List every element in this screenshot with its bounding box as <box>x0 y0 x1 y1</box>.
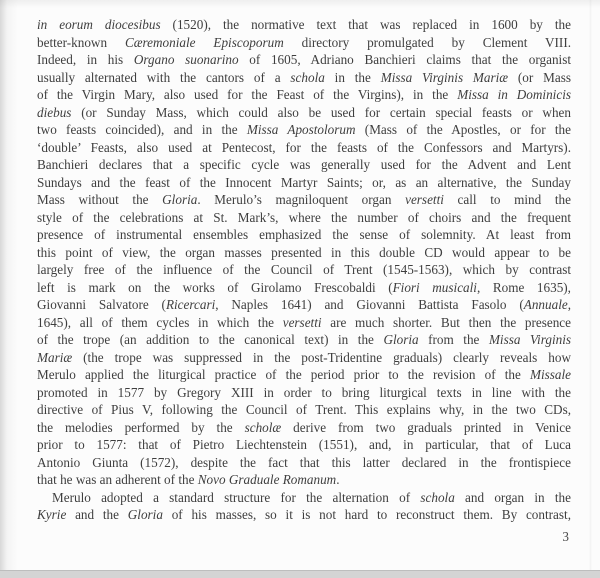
text-line: Antonio Giunta (1572), despite the fact that this latter declared in the frontispiece <box>37 454 571 470</box>
text-line: Indeed, in his Organo suonarino of 1605, Adriano Banchieri claims that the organist <box>37 52 571 67</box>
text-line: Sundays and the feast of the Innocent Martyr Saints; or, as an alternative, the Sunday <box>37 174 571 190</box>
text-line: prior to 1577: that of Pietro Liechtenstein (1551), and, in particular, that of Luca <box>37 437 571 452</box>
text-line: presence of instrumental ensembles emphasized the sense of solemnity. At least from <box>37 227 571 242</box>
text-line: this point of view, the organ masses presented in this double CD would appear to be <box>37 244 571 260</box>
text-line: directive of Pius V, following the Council of Trent. This explains why, in the two CDs, <box>37 402 571 417</box>
text-line: diebus (or Sunday Mass, which could also be used for certain special feasts or when <box>37 104 571 120</box>
text-line: Mariæ (the trope was suppressed in the post-Tridentine graduals) clearly reveals how <box>37 349 571 365</box>
text-line: of the Virgin Mary, also used for the Feast of the Virgins), in the Missa in Dominicis <box>37 87 571 102</box>
text-line: two feasts coincided), and in the Missa Apostolorum (Mass of the Apostles, or for the <box>37 122 571 137</box>
text-line: Banchieri declares that a specific cycle was generally used for the Advent and Lent <box>37 157 571 172</box>
text-line: Kyrie and the Gloria of his masses, so it is not hard to reconstruct them. By contrast, <box>37 507 571 522</box>
page-top-edge-shadow <box>0 0 600 8</box>
page-number: 3 <box>562 529 569 544</box>
text-line: of the trope (an addition to the canonical text) in the Gloria from the Missa Virginis <box>37 332 571 347</box>
text-line: Merulo applied the liturgical practice of the period prior to the revision of the Missale <box>37 367 571 382</box>
text-line: Merulo adopted a standard structure for the alternation of schola and organ in the <box>52 489 571 505</box>
text-line: Mass without the Gloria. Merulo’s magniloquent organ versetti call to mind the <box>37 192 571 207</box>
text-line: ‘double’ Feasts, also used at Pentecost, for the feasts of the Confessors and Martyrs). <box>37 139 571 155</box>
text-line: promoted in 1577 by Gregory XIII in order to bring liturgical texts in line with the <box>37 384 571 400</box>
page-right-seam <box>589 0 592 578</box>
text-line: usually alternated with the cantors of a schola in the Missa Virginis Mariæ (or Mass <box>37 69 571 85</box>
page-left-edge-shadow <box>0 0 18 578</box>
text-line: largely free of the influence of the Council of Trent (1545-1563), which by contrast <box>37 262 571 277</box>
text-line: style of the celebrations at St. Mark’s, where the number of choirs and the frequent <box>37 209 571 225</box>
page-text <box>37 16 571 524</box>
text-line: 1645), all of them cycles in which the versetti are much shorter. But then the presence <box>37 314 571 330</box>
text-line: the melodies performed by the scholæ derive from two graduals printed in Venice <box>37 419 571 435</box>
page-bottom-edge <box>0 570 600 578</box>
text-line: Giovanni Salvatore (Ricercari, Naples 1641) and Giovanni Battista Fasolo (Annuale, <box>37 297 571 312</box>
text-line: in eorum diocesibus (1520), the normative text that was replaced in 1600 by the <box>37 17 571 32</box>
text-line: better-known Cæremoniale Episcoporum directory promulgated by Clement VIII. <box>37 34 571 50</box>
text-line: that he was an adherent of the Novo Graduale Romanum. <box>37 472 340 487</box>
text-line: left is mark on the works of Girolamo Frescobaldi (Fiori musicali, Rome 1635), <box>37 279 571 295</box>
